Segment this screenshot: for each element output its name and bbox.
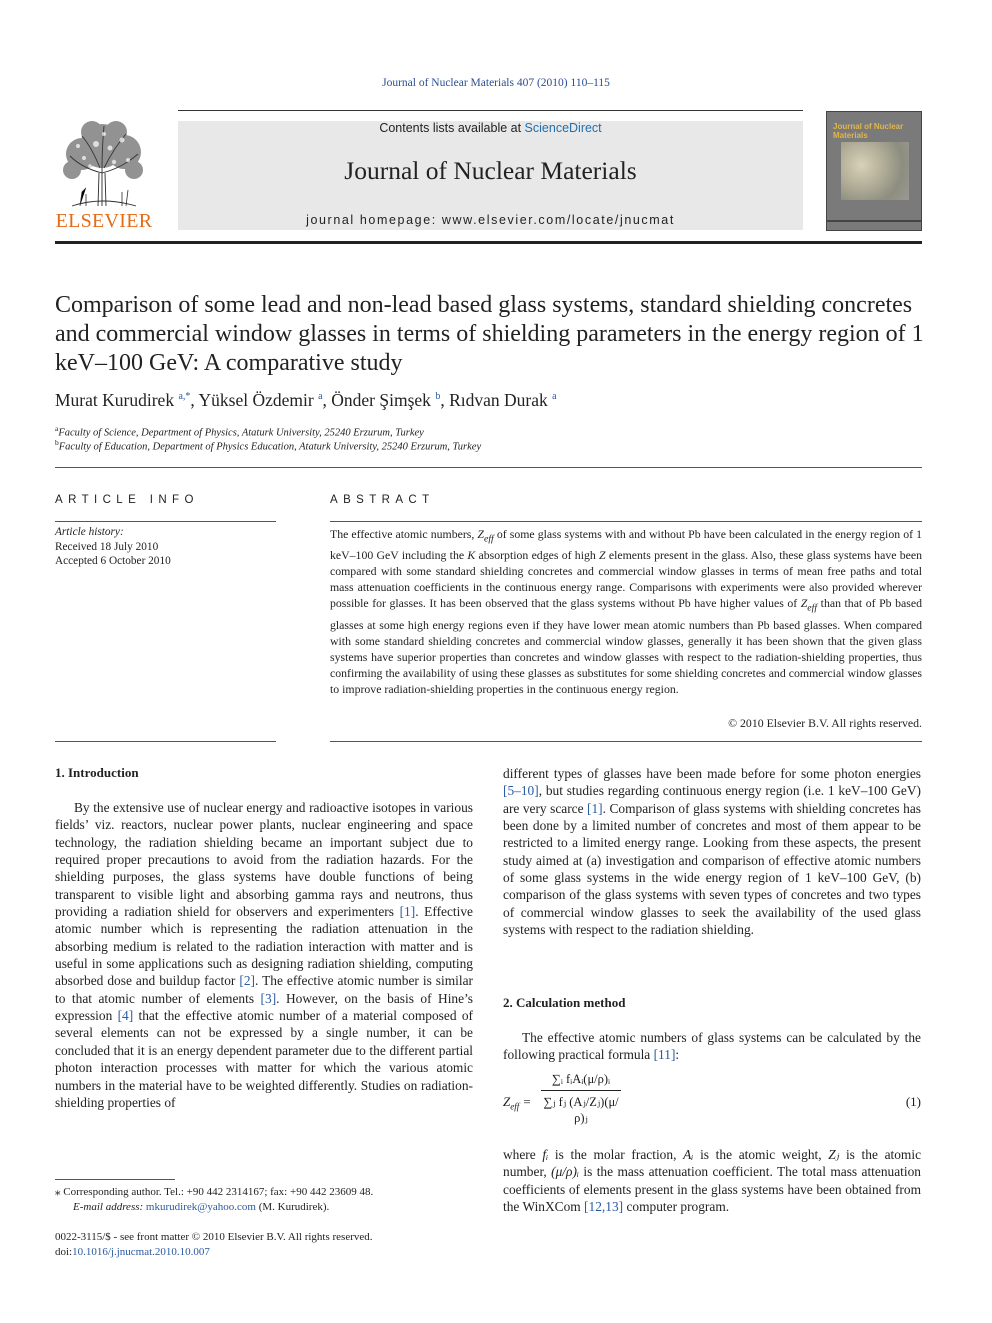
journal-reference[interactable]: Journal of Nuclear Materials 407 (2010) 110–115 [382, 77, 610, 89]
author-affil-mark[interactable]: a [318, 391, 323, 403]
citation-link[interactable]: [3] [260, 990, 277, 1006]
mu-rho-symbol: (μ/ρ)ᵢ [551, 1164, 580, 1180]
citation-link[interactable]: [12,13] [584, 1199, 624, 1215]
contents-availability [178, 121, 803, 135]
affiliation-b [55, 438, 481, 453]
journal-cover-thumbnail[interactable] [826, 111, 922, 231]
homepage-url[interactable]: www.elsevier.com/locate/jnucmat [441, 213, 675, 227]
zeff-symbol [800, 596, 818, 614]
abstract-part: The effective atomic numbers, [330, 527, 478, 541]
body-part: is the atomic number, [503, 1147, 922, 1180]
citation-link[interactable]: [11] [653, 1047, 676, 1063]
issn-line: 0022-3115/$ - see front matter © 2010 Elsevier B.V. All rights reserved. [55, 1231, 373, 1243]
abstract-part: of some glass systems with and without Pb have been calculated in the energy region of 1 keV–100 GeV including the [330, 527, 923, 563]
footnote-rule [55, 1179, 175, 1180]
eq-sub: eff [510, 1101, 520, 1112]
abstract-heading: ABSTRACT [330, 494, 435, 506]
body-part: where [503, 1147, 543, 1162]
doi-label: doi: [55, 1246, 73, 1258]
abstract-part: than that of Pb based glasses at some high energy regions even if they have lower mean atomic numbers than Pb based glasses. When compared with some standard shielding concretes and commercial window glasses, generally it has been shown that the given glass systems have superior properties than concretes and window glasses with respect to the radiation-shielding properties, thus confirming the availability of using these glasses as substitutes for some shielding concretes and commercial window glasses to improve radiation-shielding properties in the continuous energy region. [330, 596, 922, 696]
citation-link[interactable]: [4] [117, 1008, 134, 1024]
cover-title: Journal of Nuclear Materials [833, 122, 904, 140]
journal-homepage [178, 213, 803, 227]
introduction-right-column [503, 765, 921, 938]
body-part: is the atomic weight, [693, 1147, 829, 1162]
body-part: . Effective atomic number which is representing the radiation attenuation in the absorbing medium is related to the radiation interaction with matter and is useful in some applications such as designing radiation shielding, computing absorbed dose and buildup factor [55, 904, 473, 989]
elsevier-wordmark: ELSEVIER [55, 210, 153, 232]
body-part: . Comparison of glass systems with shielding concretes has been done by a limited number of concretes and most of them appear to be restricted to a limited energy range. Looking from these aspects, the present study aimed at (a) investigation and comparison of effective atomic numbers of some glass systems in the wide energy region of 1 keV–100 GeV, (b) comparison of the glass systems with seven types of concretes and two types of commercial window glasses to seek the availability of the used glass systems with respect to the radiation shielding. [503, 800, 921, 938]
affiliation-a [55, 424, 424, 439]
author-name: Murat Kurudirek [55, 390, 175, 410]
equation-denominator: ∑ⱼ fⱼ (Aⱼ/Zⱼ)(μ/ρ)ⱼ [543, 1095, 619, 1125]
k-symbol: K [467, 548, 476, 563]
affiliation-text: Faculty of Education, Department of Physics Education, Ataturk University, 25240 Erzurum, Turkey [58, 441, 482, 453]
body-part: that the effective atomic number of a material composed of several elements can not be expressed by a single number, it can be concluded that it is an energy dependent parameter due to the different partial photon interaction processes with matter for which the various atomic numbers in the material have to be weighted differently. Studies on radiation-shielding properties of [55, 1008, 473, 1110]
eff-subscript: eff [807, 602, 818, 614]
article-info-bottom-rule [55, 741, 276, 742]
body-part: By the extensive use of nuclear energy and radioactive isotopes in various fields’ viz. reactors, nuclear power plants, nuclear engineering and space technology, the radiation shielding became an important subject due to required proper precautions to avoid from the radiation hazards. For the shielding purposes, the glass systems have double functions of being transparent to visible light and absorbing gamma rays and neutrons, thus providing a radiation shield for observers and experimenters [55, 800, 473, 920]
contents-prefix: Contents lists available at [379, 121, 525, 135]
body-part: The effective atomic numbers of glass systems can be calculated by the following practical formula [503, 1030, 921, 1063]
accepted-date: Accepted 6 October 2010 [55, 555, 171, 568]
received-date: Received 18 July 2010 [55, 540, 159, 553]
corresponding-author: ⁎ Corresponding author. Tel.: +90 442 2314167; fax: +90 442 23609 48. [55, 1186, 374, 1198]
eq-z: Z [503, 1094, 511, 1109]
email-line [55, 1200, 373, 1215]
author-affil-mark[interactable]: b [435, 391, 441, 403]
body-part: , but studies regarding continuous energy region (i.e. 1 keV–100 GeV) are very scarce [503, 783, 921, 816]
body-part: different types of glasses have been made before for some photon energies [503, 766, 921, 781]
abstract-rule [330, 521, 922, 522]
cover-image [841, 142, 909, 200]
article-info-heading: ARTICLE INFO [55, 494, 199, 506]
doi-line [55, 1245, 373, 1260]
citation-link[interactable]: [5–10] [503, 783, 539, 799]
calculation-paragraph [503, 1029, 921, 1064]
equation-lhs: $Z_{eff}$ = [503, 1094, 532, 1112]
author-affil-mark[interactable]: a [552, 391, 557, 403]
fi-symbol: fᵢ [542, 1147, 549, 1162]
zj-symbol: Zⱼ [828, 1147, 840, 1162]
citation-link[interactable]: [1] [399, 904, 416, 920]
author-name: Yüksel Özdemir [198, 390, 314, 410]
z-symbol: Z [599, 548, 606, 563]
sciencedirect-link[interactable]: ScienceDirect [524, 121, 602, 135]
fraction-bar [541, 1090, 621, 1091]
corresponding-author-footnote [55, 1185, 373, 1215]
citation-link[interactable]: [2] [239, 973, 255, 989]
author-name: Rıdvan Durak [449, 390, 548, 410]
affiliation-text: Faculty of Science, Department of Physics, Ataturk University, 25240 Erzurum, Turkey [58, 427, 424, 439]
introduction-heading: 1. Introduction [55, 765, 139, 780]
homepage-prefix: journal homepage: [306, 213, 442, 227]
email-owner: (M. Kurudirek). [255, 1201, 330, 1213]
equation-explanation [503, 1146, 921, 1215]
header-top-rule [178, 110, 803, 111]
equation-number: (1) [905, 1094, 921, 1109]
abstract-copyright: © 2010 Elsevier B.V. All rights reserved. [728, 716, 922, 730]
article-history [55, 525, 171, 569]
body-part: computer program. [623, 1199, 730, 1215]
cover-band [827, 220, 922, 222]
article-info-rule [55, 521, 276, 522]
z-letter: Z [477, 527, 484, 541]
abstract-part: absorption edges of high [475, 548, 600, 563]
equation-fraction [541, 1072, 621, 1126]
body-part: . The effective atomic number is similar to that atomic number of elements [55, 973, 473, 1006]
article-title: Comparison of some lead and non-lead based glass systems, standard shielding concretes and commercial window glasses in terms of shielding parameters in the energy region of 1 keV–100 GeV: A comparative study [55, 292, 924, 376]
header-thick-rule [55, 241, 922, 244]
ai-symbol: Aᵢ [683, 1147, 694, 1162]
zeff-symbol [477, 527, 494, 545]
citation-link[interactable]: [1] [587, 800, 603, 816]
z-letter: Z [800, 596, 808, 611]
email-link[interactable]: mkurudirek@yahoo.com [145, 1201, 256, 1213]
author-list: Murat Kurudirek $^{a,*}$, Yüksel Özdemir $^a$, Önder Şimşek $^b$, Rıdvan Durak $^a$ [55, 390, 557, 410]
issn-doi-block [55, 1230, 373, 1260]
eff-subscript: eff [483, 533, 494, 545]
calculation-method-heading: 2. Calculation method [503, 995, 626, 1010]
equation-1 [503, 1072, 921, 1138]
email-label: E-mail address: [73, 1201, 146, 1213]
body-part: is the molar fraction, [548, 1147, 684, 1162]
affiliation-rule [55, 467, 922, 468]
equation-numerator: ∑ᵢ fᵢAᵢ(μ/ρ)ᵢ [551, 1072, 611, 1086]
body-part: is the mass attenuation coefficient. The total mass attenuation coefficients of elements present in the glass systems have been obtained from the WinXCom [503, 1164, 921, 1215]
introduction-left-column [55, 799, 473, 1111]
affiliation-label: b [55, 438, 59, 447]
author-name: Önder Şimşek [331, 390, 431, 410]
abstract-text [330, 526, 922, 697]
doi-link[interactable]: 10.1016/j.jnucmat.2010.10.007 [72, 1246, 210, 1258]
history-label: Article history: [55, 526, 124, 538]
body-part: . However, on the basis of Hine’s expression [55, 990, 474, 1024]
author-affil-mark[interactable]: a,* [178, 391, 191, 403]
journal-title: Journal of Nuclear Materials [344, 156, 637, 185]
abstract-part: elements present in the glass. Also, these glass systems have been compared with some standard shielding concretes and commercial window glasses in terms of mean free paths and total mass attenuation coefficients in the continuous energy range. Comparisons with experiments were also provided wherever possible for glasses. It has been observed that the glass systems without Pb have higher values of [330, 548, 922, 611]
affiliation-label: a [55, 424, 59, 433]
abstract-bottom-rule [330, 741, 922, 742]
body-part: : [675, 1047, 680, 1063]
